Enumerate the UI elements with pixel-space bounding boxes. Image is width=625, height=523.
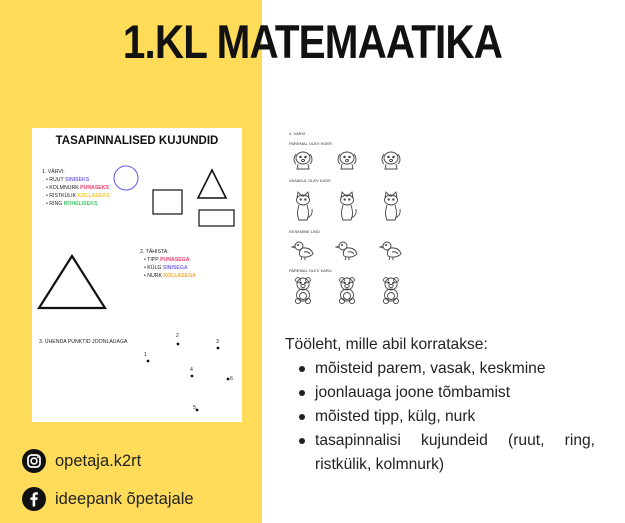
task4-heading: 4. VÄRVI [289,131,306,136]
worksheet-description [285,333,595,477]
bear-right [383,278,398,304]
facebook-icon [22,487,46,511]
instagram-handle: opetaja.k2rt [55,451,142,470]
cat-left [297,192,313,220]
worksheet-shapes-drawing [32,128,242,422]
worksheet-title: TASAPINNALISED KUJUNDID [55,135,219,147]
row-label-bear: PAREMAL OLEV KARU [289,268,332,273]
animal-drawings [281,128,417,312]
task2-heading: 2. TÄHISTA: [140,249,169,255]
bear-left [295,278,310,304]
dog-middle [338,152,356,169]
description-item: mõisteid parem, vasak, keskmine [315,357,595,381]
facebook-link[interactable] [22,487,194,511]
circle-shape [114,166,138,190]
worksheet-shapes [32,128,242,422]
dot-label-4: 4 [190,367,193,373]
bird-middle [336,242,357,260]
dot-label-1: 1 [144,352,147,358]
bear-middle [339,278,354,304]
dog-right [382,152,400,169]
triangle-shape-large [39,256,105,308]
description-item: mõisted tipp, külg, nurk [315,405,595,429]
description-list [285,357,595,477]
square-shape [153,190,182,214]
task1-heading: 1. VÄRVI: [42,169,65,175]
dot-4 [191,375,194,378]
cat-right [385,192,401,220]
dot-6 [227,378,230,381]
task2-item: • KÜLG SINISEGA [144,265,188,271]
row-label-cat: VASAKUL OLEV KASS [289,178,331,183]
dot-1 [147,360,150,363]
task3-heading: 3. ÜHENDA PUNKTID JOONLAUAGA [39,339,128,345]
dot-2 [177,343,180,346]
description-item: tasapinnalisi kujundeid (ruut, ring, ristkülik, kolmnurk) [315,429,595,477]
task2-item: • NURK KOLLASEGA [144,273,196,279]
task1-item: • RING ROHELISEKS [46,201,98,207]
task1-item: • RUUT SINISEKS [46,177,90,183]
row-label-bird: KESKMINE LIND [289,229,320,234]
bird-right [380,242,401,260]
dot-5 [196,409,199,412]
description-intro: Tööleht, mille abil korratakse: [285,336,488,353]
cat-middle [341,192,357,220]
row-label-dog: PAREMAL OLEV KOER [289,141,332,146]
task1-item: • RISTKÜLIK KOLLASEKS [46,193,110,199]
facebook-page-name: ideepank õpetajale [55,489,194,508]
rectangle-shape [199,210,234,226]
instagram-icon [22,449,46,473]
instagram-link[interactable] [22,449,141,473]
dog-left [294,152,312,169]
worksheet-animals [281,128,417,312]
dot-label-6: 6 [230,376,233,382]
dot-3 [217,347,220,350]
task1-item: • KOLMNURK PUNASEKS [46,185,109,191]
bird-left [292,242,313,260]
page-title: 1.KL MATEMAATIKA [122,15,503,68]
dot-label-2: 2 [176,333,179,339]
triangle-shape-small [198,170,226,198]
dot-label-3: 3 [216,339,219,345]
task2-item: • TIPP PUNASEGA [144,257,190,263]
description-item: joonlauaga joone tõmbamist [315,381,595,405]
dot-label-5: 5 [193,405,196,411]
